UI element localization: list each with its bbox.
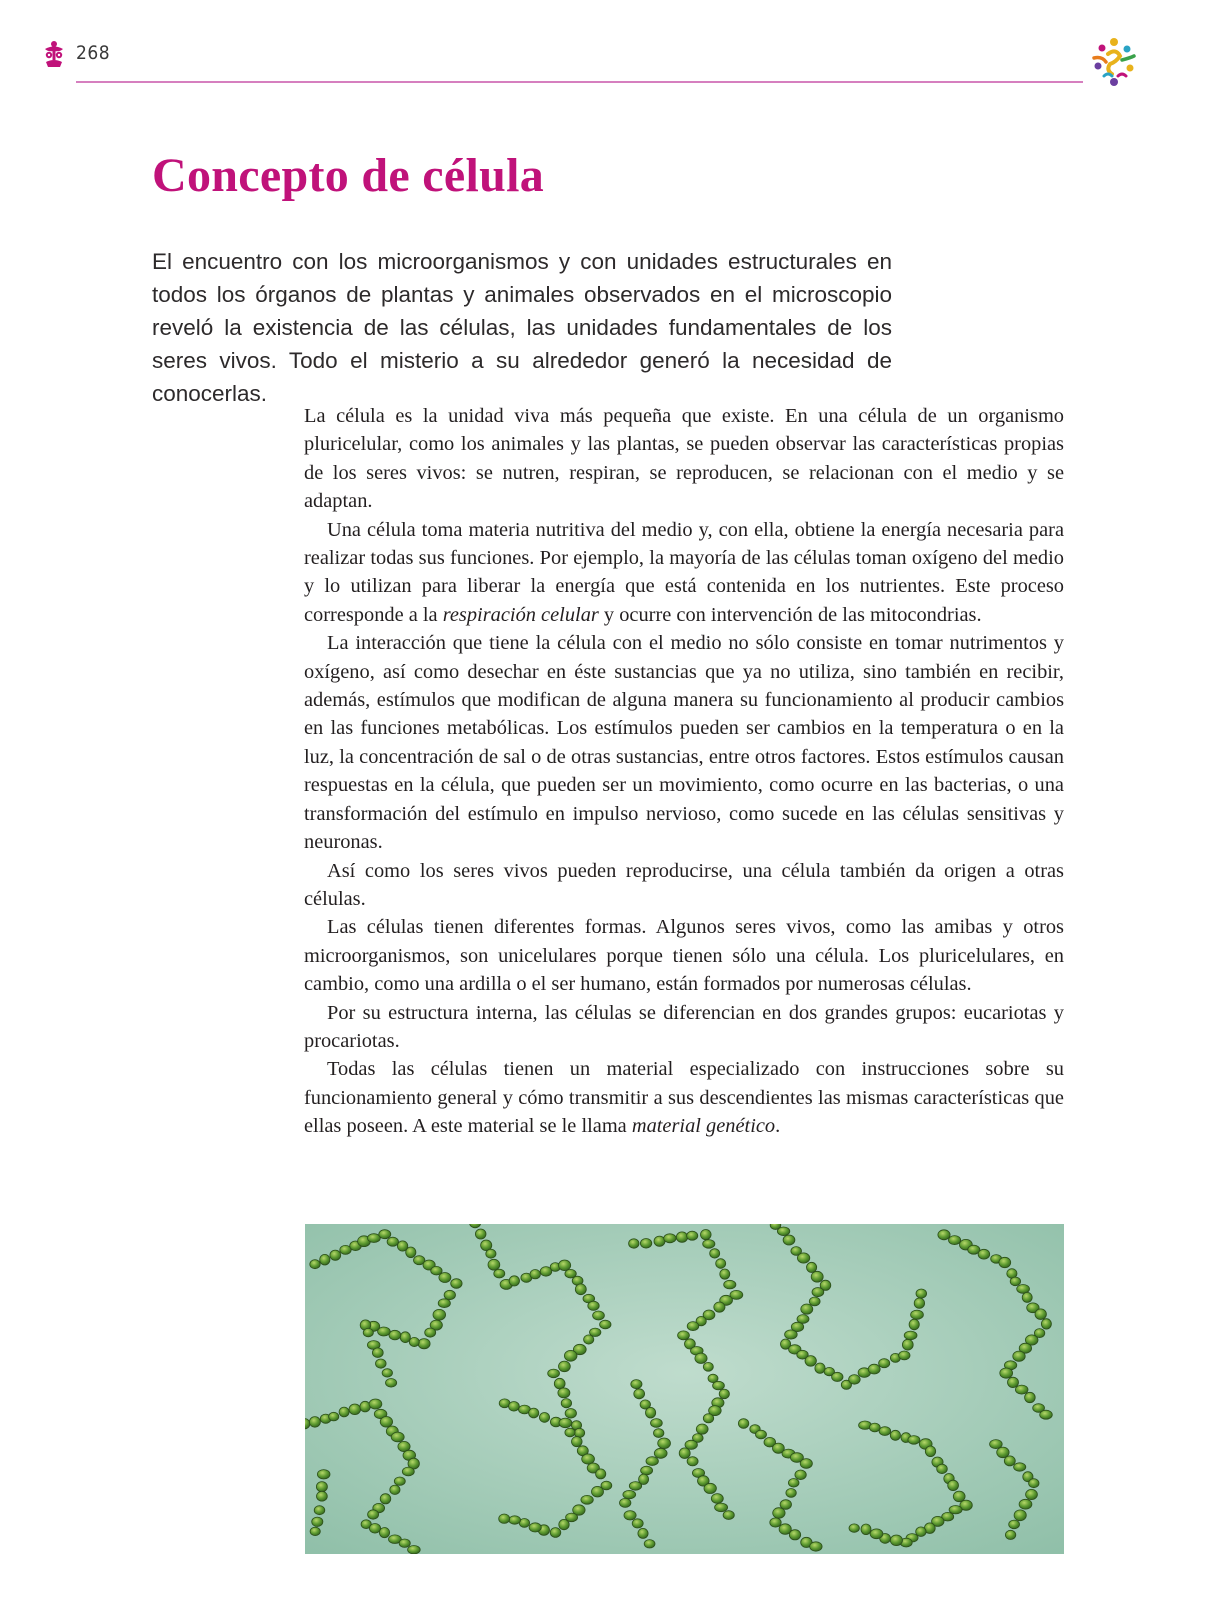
- cell: [640, 1239, 651, 1249]
- cell: [714, 1302, 725, 1312]
- cell: [317, 1491, 328, 1501]
- cell: [1004, 1456, 1015, 1466]
- term-material-genetico: material genético: [631, 1115, 776, 1138]
- cell: [801, 1304, 813, 1314]
- cell: [391, 1432, 404, 1442]
- cell: [949, 1506, 962, 1514]
- cell: [695, 1353, 707, 1363]
- cell: [1013, 1351, 1025, 1361]
- cell: [777, 1227, 789, 1236]
- cell: [904, 1331, 917, 1340]
- cell: [620, 1498, 631, 1507]
- cell: [559, 1361, 571, 1372]
- cell: [386, 1379, 397, 1388]
- cell: [554, 1378, 565, 1389]
- cell: [890, 1430, 900, 1440]
- cell: [638, 1528, 648, 1538]
- paragraph-2: [304, 516, 1064, 630]
- cell: [1029, 1479, 1039, 1488]
- cell: [406, 1247, 416, 1258]
- paragraph-2-text-end: y ocurre con intervención de las mitocondrias.: [598, 603, 982, 626]
- cell: [399, 1539, 410, 1547]
- paragraph-3: La interacción que tiene la célula con el medio no sólo consiste en tomar nutrimentos y oxígeno, así como desechar en éste sustancias que ya no utiliza, sino también en recibir, además, estímulos que modifican de alguna manera su funcionamiento al producir cambios en las funciones metabólicas. Los estímulos pueden ser cambios en la temperatura o en la luz, la concentración de sal o de otras sustancias, entre otros factores. Estos estímulos causan respuestas en la célula, que pueden ser un movimiento, como ocurre en las bacterias, o una transformación del estímulo en impulso nervioso, como sucede en las células sensitivas y neuronas.: [304, 632, 1064, 854]
- cell: [720, 1269, 730, 1279]
- cell: [565, 1428, 575, 1437]
- cell: [738, 1419, 748, 1429]
- cell: [902, 1339, 913, 1350]
- cell: [687, 1322, 699, 1331]
- cell: [641, 1466, 653, 1475]
- cell: [658, 1438, 671, 1449]
- cell: [696, 1424, 708, 1434]
- cell: [999, 1257, 1011, 1267]
- cell: [937, 1464, 948, 1473]
- cell: [600, 1320, 611, 1329]
- cell: [809, 1297, 820, 1306]
- cell: [783, 1235, 795, 1245]
- cell: [925, 1446, 935, 1457]
- cell: [309, 1417, 320, 1428]
- cell: [588, 1301, 599, 1310]
- cell: [646, 1407, 656, 1418]
- cell: [909, 1319, 919, 1330]
- cell: [486, 1249, 496, 1258]
- cell: [1035, 1309, 1046, 1320]
- cell: [550, 1528, 561, 1538]
- cell: [349, 1404, 361, 1415]
- cell: [596, 1469, 606, 1479]
- cell: [719, 1389, 729, 1399]
- cell: [785, 1330, 798, 1339]
- cell: [770, 1518, 781, 1527]
- cell: [676, 1232, 687, 1242]
- cell: [832, 1372, 843, 1381]
- cell: [509, 1276, 519, 1286]
- cell: [1041, 1319, 1051, 1329]
- cell: [408, 1546, 421, 1554]
- term-respiracion-celular: respiración celular: [442, 603, 599, 626]
- cell: [949, 1236, 961, 1245]
- cell: [565, 1409, 576, 1419]
- cell: [539, 1413, 549, 1423]
- cell: [713, 1381, 725, 1390]
- cell: [654, 1448, 667, 1458]
- cell: [372, 1348, 383, 1358]
- cell: [1015, 1385, 1028, 1394]
- cell: [488, 1259, 500, 1270]
- cell: [475, 1229, 486, 1239]
- cell: [312, 1517, 323, 1526]
- cell: [561, 1399, 571, 1408]
- cell: [314, 1506, 325, 1515]
- cell: [646, 1457, 658, 1466]
- cell: [664, 1234, 676, 1243]
- cell: [704, 1483, 716, 1493]
- cell: [914, 1298, 924, 1308]
- cell: [574, 1428, 584, 1437]
- cell: [711, 1494, 723, 1504]
- cell: [494, 1269, 505, 1278]
- cell: [795, 1470, 806, 1480]
- cell: [715, 1503, 728, 1512]
- cell: [654, 1236, 665, 1246]
- paragraph-2-text: Una célula toma materia nutritiva del medio y, con ella, obtiene la energía necesaria para realizar todas sus funciones. Por ejemplo, la mayoría de las células toman oxígeno del medio y lo utilizan para liberar la energía que está contenida en los nutrientes. Este proceso corresponde a la: [304, 518, 1064, 626]
- cell: [418, 1339, 430, 1349]
- cell: [861, 1524, 871, 1535]
- cell: [805, 1356, 816, 1367]
- cell: [310, 1527, 320, 1535]
- cell: [400, 1332, 410, 1343]
- cell: [800, 1459, 812, 1469]
- cell: [548, 1369, 560, 1378]
- cell: [869, 1423, 880, 1432]
- cell: [380, 1417, 392, 1428]
- paragraph-4: Así como los seres vivos pueden reproducirse, una célula también da origen a otras células.: [304, 859, 1064, 910]
- cell: [382, 1369, 392, 1377]
- cell: [916, 1527, 926, 1537]
- cell: [529, 1408, 539, 1418]
- cell: [369, 1524, 380, 1534]
- cell: [1014, 1510, 1026, 1521]
- cell: [320, 1254, 330, 1265]
- cell: [425, 1328, 436, 1337]
- intro-paragraph: El encuentro con los microorganismos y con unidades estructurales en todos los órganos de plantas y animales observados en el microscopio reveló la existencia de las células, las unidades fundamentales de los seres vivos. Todo el misterio a su alrededor generó la necesidad de conocerlas.: [152, 249, 892, 406]
- cell: [624, 1511, 636, 1520]
- cell: [703, 1414, 713, 1423]
- cell: [575, 1284, 586, 1295]
- cell: [899, 1351, 910, 1360]
- cell: [701, 1230, 712, 1240]
- cell: [678, 1331, 690, 1340]
- cell: [644, 1540, 655, 1548]
- cell: [786, 1489, 796, 1498]
- cell: [797, 1253, 809, 1263]
- cell: [1009, 1520, 1020, 1529]
- cell: [529, 1523, 541, 1532]
- paragraph-7: [304, 1055, 1064, 1140]
- cell: [387, 1237, 398, 1246]
- flower-ornament-icon: [42, 40, 66, 68]
- cell: [756, 1430, 767, 1439]
- cell: [360, 1401, 370, 1412]
- cell: [890, 1535, 902, 1546]
- cell-chains-image: [305, 1224, 1064, 1554]
- cell: [1026, 1489, 1038, 1499]
- paragraph-6: Por su estructura interna, las células se diferencian en dos grandes grupos: eucariotas y procariotas.: [304, 1001, 1064, 1052]
- cell: [379, 1230, 391, 1239]
- cell: [849, 1375, 861, 1385]
- cell: [389, 1330, 401, 1340]
- cell: [948, 1480, 959, 1490]
- cell: [807, 1262, 817, 1272]
- cell: [629, 1239, 639, 1248]
- cell: [810, 1542, 822, 1551]
- cell: [879, 1427, 891, 1436]
- cell: [1008, 1377, 1019, 1387]
- cell: [716, 1259, 726, 1269]
- cell: [572, 1437, 583, 1447]
- cell: [723, 1511, 734, 1520]
- cell: [379, 1528, 389, 1538]
- cell: [911, 1310, 924, 1319]
- microscope-photo-cyanobacteria: [305, 1224, 1064, 1554]
- cell: [310, 1260, 320, 1269]
- page-number: 268: [76, 42, 111, 64]
- cell: [394, 1477, 405, 1485]
- cell: [703, 1240, 715, 1249]
- cell: [1000, 1368, 1013, 1378]
- cell: [651, 1419, 663, 1428]
- cell: [631, 1380, 642, 1389]
- cell: [380, 1494, 391, 1504]
- cell: [438, 1299, 450, 1308]
- cell: [402, 1467, 414, 1476]
- cell: [317, 1470, 330, 1479]
- cell: [623, 1490, 636, 1498]
- cell: [376, 1359, 387, 1368]
- cell: [409, 1337, 419, 1346]
- cell: [1025, 1392, 1036, 1402]
- cell: [788, 1479, 799, 1488]
- cell: [499, 1514, 510, 1523]
- cell: [530, 1270, 540, 1279]
- cell: [316, 1482, 327, 1492]
- cell: [916, 1289, 927, 1298]
- colorful-figures-logo-icon: [1086, 34, 1142, 90]
- cell: [1040, 1410, 1053, 1419]
- cell: [329, 1412, 339, 1421]
- cell: [451, 1279, 462, 1289]
- cell: [908, 1436, 920, 1445]
- cell: [509, 1516, 521, 1524]
- cell: [978, 1249, 990, 1259]
- cell: [811, 1271, 823, 1282]
- cell: [815, 1363, 825, 1373]
- cell: [868, 1364, 880, 1374]
- cell: [390, 1485, 400, 1494]
- cell: [849, 1524, 859, 1532]
- cell: [870, 1529, 883, 1539]
- cell: [654, 1429, 664, 1438]
- cell: [1014, 1463, 1026, 1471]
- header-divider: [76, 81, 1083, 83]
- paragraph-1: La célula es la unidad viva más pequeña que existe. En una célula de un organismo pluricelular, como los animales y las plantas, se pueden observar las características propias de los seres vivos: se nutren, respiran, se reproducen, se relacionan con el medio y se adaptan.: [304, 405, 1064, 513]
- paragraph-5: Las células tienen diferentes formas. Algunos seres vivos, como las amibas y otros microorganismos, son unicelulares porque tienen sólo una célula. Los pluricelulares, en cambio, como una ardilla o el ser humano, están formados por numerosas células.: [304, 916, 1064, 996]
- cell: [363, 1328, 373, 1336]
- cell: [687, 1457, 698, 1466]
- cell: [592, 1486, 604, 1497]
- cell: [812, 1288, 824, 1297]
- cell: [558, 1388, 570, 1398]
- paragraph-7-text-end: .: [775, 1115, 781, 1138]
- cell: [879, 1359, 890, 1368]
- cell: [938, 1230, 950, 1240]
- cell: [1022, 1292, 1032, 1302]
- page-title: Concepto de célula: [152, 149, 545, 202]
- cell: [330, 1250, 341, 1260]
- cell: [724, 1280, 736, 1289]
- cell: [632, 1519, 643, 1528]
- cell: [634, 1389, 645, 1399]
- cell: [433, 1309, 446, 1320]
- body-text: [304, 402, 1064, 1141]
- cell: [629, 1482, 641, 1491]
- cell: [509, 1402, 520, 1412]
- cell: [368, 1510, 379, 1519]
- cell: [687, 1231, 698, 1240]
- cell: [1010, 1277, 1020, 1286]
- cell: [582, 1454, 595, 1464]
- cell: [559, 1418, 572, 1428]
- cell: [1017, 1285, 1030, 1294]
- cell: [581, 1495, 593, 1504]
- cell: [564, 1350, 577, 1361]
- cell: [439, 1273, 451, 1283]
- cell: [559, 1260, 571, 1271]
- paragraph-7-text: Todas las células tienen un material especializado con instrucciones sobre su funcionamiento general y cómo transmitir a sus descendientes las mismas características que ellas poseen. A este material se le llama: [304, 1058, 1064, 1138]
- cell: [559, 1519, 569, 1529]
- cell: [368, 1234, 381, 1243]
- cell: [953, 1491, 965, 1502]
- cell: [444, 1290, 455, 1299]
- cell: [710, 1249, 720, 1258]
- cell: [584, 1335, 594, 1344]
- cell: [789, 1530, 800, 1540]
- cell: [679, 1448, 690, 1459]
- cell: [1005, 1530, 1015, 1539]
- cell: [593, 1311, 605, 1320]
- cell: [1019, 1499, 1032, 1509]
- cell: [773, 1508, 785, 1519]
- cell: [780, 1500, 791, 1510]
- cell: [339, 1407, 349, 1417]
- cell: [703, 1362, 713, 1371]
- cell: [369, 1399, 382, 1409]
